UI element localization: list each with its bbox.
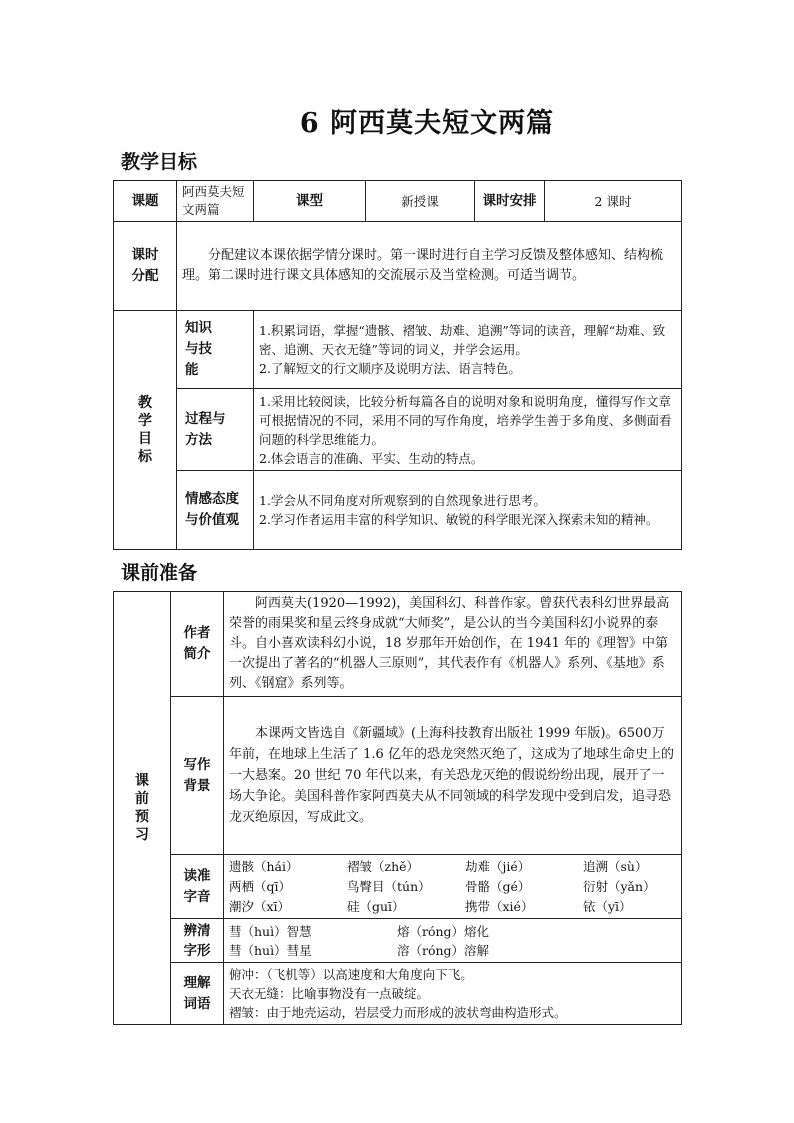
author-label xyxy=(171,592,224,697)
emotion-cell xyxy=(254,471,682,550)
pronunciation-cell xyxy=(224,855,682,919)
glyph-cell xyxy=(224,919,682,963)
knowledge-item-2: 2.了解短文的行文顺序及说明方法、语言特色。 xyxy=(259,361,521,376)
time-value: 2 课时 xyxy=(545,181,682,222)
pronunciation-item: 鸟臀目（tún） xyxy=(347,878,431,894)
time-label xyxy=(475,181,545,222)
process-cell xyxy=(254,389,682,471)
background-text: 本课两文皆选自《新疆域》(上海科技教育出版社 1999 年版)。6500万年前，在地球上生活了 1.6 亿年的恐龙突然灭绝了，这成为了地球生命史上的一大悬案。20 世纪 70 年代以来，有关恐龙灭绝的假说纷纷出现，展开了一场大争论。美国科普作家阿西莫夫从不同领域的科学发现中受到启发，追寻恐龙灭绝原因，写成此文。 xyxy=(224,697,682,855)
emotion-item-1: 1.学会从不同角度对所观察到的自然现象进行思考。 xyxy=(259,493,546,508)
topic-label: 课题 xyxy=(114,181,177,222)
pronunciation-label-text: 读准字音 xyxy=(183,867,211,905)
type-label: 课型 xyxy=(254,181,366,222)
knowledge-label xyxy=(177,311,254,389)
pronunciation-label xyxy=(171,855,224,919)
pronunciation-item: 两栖（qī） xyxy=(229,878,291,894)
glyph-item: 熔（róng）熔化 xyxy=(397,923,490,939)
emotion-label xyxy=(177,471,254,550)
glyph-label-text: 辨清字形 xyxy=(183,922,211,959)
glyph-item: 彗（huì）彗星 xyxy=(229,942,312,958)
topic-value: 阿西莫夫短文两篇 xyxy=(177,181,254,222)
time-label-text: 课时安排 xyxy=(482,192,537,209)
vocab-item: 俯冲：（飞机等）以高速度和大角度向下飞。 xyxy=(229,967,473,982)
pronunciation-item: 硅（guī） xyxy=(347,898,405,914)
pronunciation-item: 骨骼（gé） xyxy=(465,878,531,894)
page-title: 6 阿西莫夫短文两篇 xyxy=(299,108,555,139)
prep-table xyxy=(113,591,682,1025)
vocab-item: 褶皱：由于地壳运动，岩层受力而形成的波状弯曲构造形式。 xyxy=(229,1005,567,1020)
knowledge-item-1: 1.积累词语，掌握“遗骸、褶皱、劫难、追溯”等词的读音，理解“劫难、致密、追溯、天衣无缝”等词的词义，并学会运用。 xyxy=(259,323,666,357)
background-label xyxy=(171,697,224,855)
pronunciation-item: 衍射（yǎn） xyxy=(583,878,656,894)
glyph-item: 溶（róng）溶解 xyxy=(397,942,490,958)
pronunciation-item: 潮汐（xī） xyxy=(229,898,291,914)
process-label-text: 过程与方法 xyxy=(185,410,226,448)
vocab-item: 天衣无缝：比喻事物没有一点破绽。 xyxy=(229,986,430,1001)
pronunciation-item: 携带（xié） xyxy=(465,898,534,914)
glyph-item: 彗（huì）智慧 xyxy=(229,923,312,939)
type-value: 新授课 xyxy=(366,181,475,222)
goal-side-text: 教学目标 xyxy=(138,395,152,465)
author-text: 阿西莫夫(1920—1992)，美国科幻、科普作家。曾获代表科幻世界最高荣誉的雨果奖和星云终身成就“大师奖”，是公认的当今美国科幻小说界的泰斗。自小喜欢读科幻小说，18 岁那年开始创作，在 1941 年的《理智》中第一次提出了著名的“机器人三原则”，其代表作有《机器人》系列、《基地》系列、《钢窟》系列等。 xyxy=(224,592,682,697)
vocab-label xyxy=(171,963,224,1025)
dist-label xyxy=(114,222,177,311)
prep-side-label xyxy=(114,592,171,1025)
pronunciation-item: 劫难（jié） xyxy=(465,858,531,874)
vocab-label-text: 理解词语 xyxy=(183,974,211,1012)
pronunciation-item: 褶皱（zhě） xyxy=(347,858,420,874)
glyph-grid xyxy=(229,922,676,960)
goal-side-label xyxy=(114,311,177,550)
process-item-1: 1.采用比较阅读，比较分析每篇各自的说明对象和说明角度，懂得写作文章可根据情况的不同，采用不同的写作角度，培养学生善于多角度、多侧面看问题的科学思维能力。 xyxy=(259,393,672,447)
vocab-cell xyxy=(224,963,682,1025)
emotion-item-2: 2.学习作者运用丰富的科学知识、敏锐的科学眼光深入探索未知的精神。 xyxy=(259,512,659,527)
knowledge-label-text: 知识与技能 xyxy=(185,320,212,378)
pronunciation-item: 追溯（sù） xyxy=(583,858,648,874)
background-label-text: 写作背景 xyxy=(183,756,211,794)
goals-table xyxy=(113,180,682,550)
pronunciation-item: 遗骸（hái） xyxy=(229,858,299,874)
process-label xyxy=(177,389,254,471)
author-label-text: 作者简介 xyxy=(183,625,211,662)
pronunciation-item: 铱（yī） xyxy=(583,898,632,914)
glyph-label xyxy=(171,919,224,963)
emotion-label-text: 情感态度与价值观 xyxy=(185,491,239,528)
section-heading-prep: 课前准备 xyxy=(121,562,198,584)
prep-side-text: 课前预习 xyxy=(135,773,149,843)
process-item-2: 2.体会语言的准确、平实、生动的特点。 xyxy=(259,450,484,466)
dist-label-text: 课时分配 xyxy=(131,247,159,284)
section-heading-goals: 教学目标 xyxy=(121,151,198,173)
pronunciation-grid xyxy=(229,857,676,917)
dist-text: 分配建议本课依据学情分课时。第一课时进行自主学习反馈及整体感知、结构梳理。第二课时进行课文具体感知的交流展示及当堂检测。可适当调节。 xyxy=(177,222,682,311)
knowledge-cell xyxy=(254,311,682,389)
